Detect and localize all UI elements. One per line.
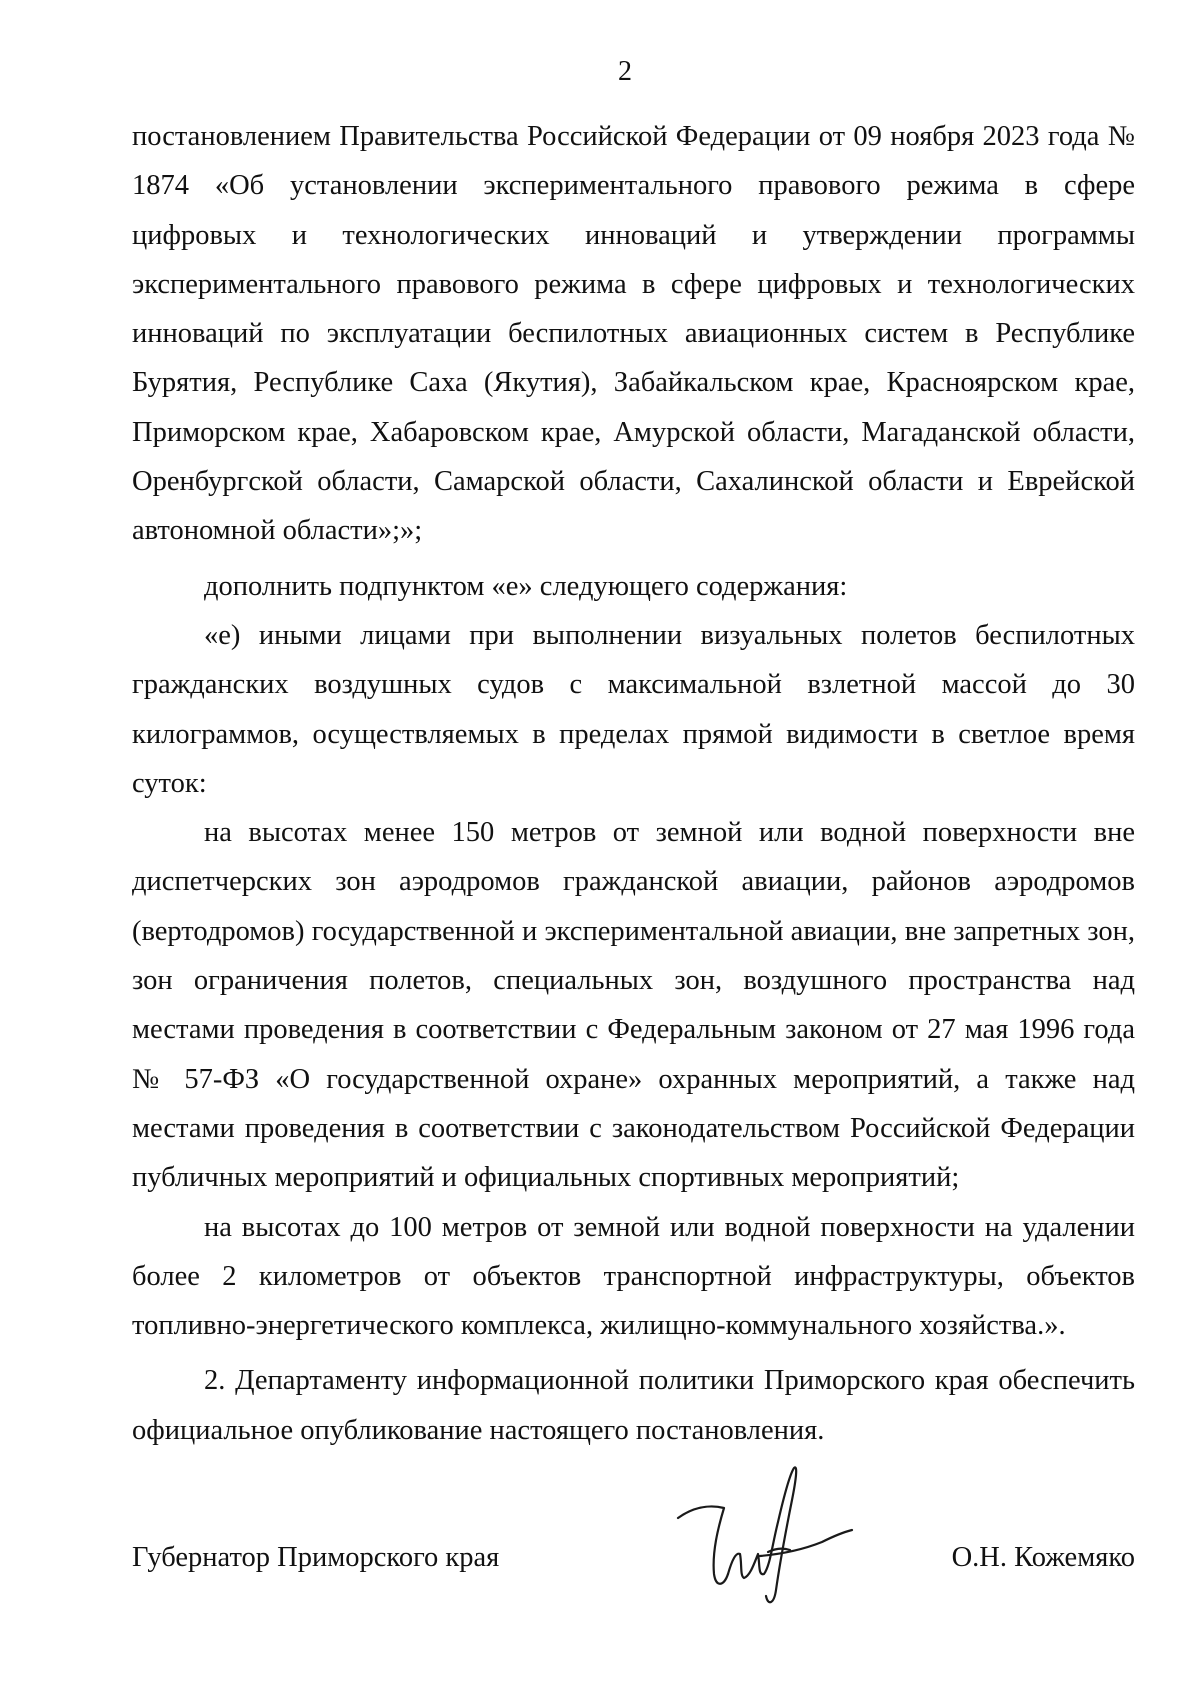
paragraph-altitude-150: на высотах менее 150 метров от земной или водной поверхности вне диспетчерских зон аэродромов гражданской авиации, районов аэродромов (вертодромов) государственной и экспериментальной авиации, вне запретных зон, зон ограничения полетов, специальных зон, воздушного пространства над местами проведения в соответствии с Федеральным законом от 27 мая 1996 года № 57-ФЗ «О государственной охране» охранных мероприятий, а также над местами проведения в соответствии с законодательством Российской Федерации публичных мероприятий и официальных спортивных мероприятий; [132,817,1135,1194]
document-body [132,112,1135,1455]
paragraph-decree-reference: постановлением Правительства Российской Федерации от 09 ноября 2023 года № 1874 «Об установлении экспериментального правового режима в сфере цифровых и технологических инноваций и утверждении программы экспериментального правового режима в сфере цифровых и технологических инноваций по эксплуатации беспилотных авиационных систем в Республике Бурятия, Республике Саха (Якутия), Забайкальском крае, Красноярском крае, Приморском крае, Хабаровском крае, Амурской области, Магаданской области, Оренбургской области, Самарской области, Сахалинской области и Еврейской автономной области»;»; [132,121,1135,547]
paragraph-publication-order: 2. Департаменту информационной политики Приморского края обеспечить официальное опубликование настоящего постановления. [132,1365,1135,1446]
signer-title: Губернатор Приморского края [132,1542,500,1573]
paragraph-add-subitem: дополнить подпунктом «е» следующего содержания: [204,570,848,602]
page-number: 2 [618,56,632,87]
paragraph-altitude-100: на высотах до 100 метров от земной или водной поверхности на удалении более 2 километров от объектов транспортной инфраструктуры, объектов топливно-энергетического комплекса, жилищно-коммунального хозяйства.». [132,1211,1135,1342]
signer-name: О.Н. Кожемяко [951,1542,1135,1573]
paragraph-subitem-e: «е) иными лицами при выполнении визуальных полетов беспилотных гражданских воздушных судов с максимальной взлетной массой до 30 килограммов, осуществляемых в пределах прямой видимости в светлое время суток: [132,619,1135,799]
signature-block [132,1542,1135,1582]
handwritten-signature [672,1456,858,1608]
